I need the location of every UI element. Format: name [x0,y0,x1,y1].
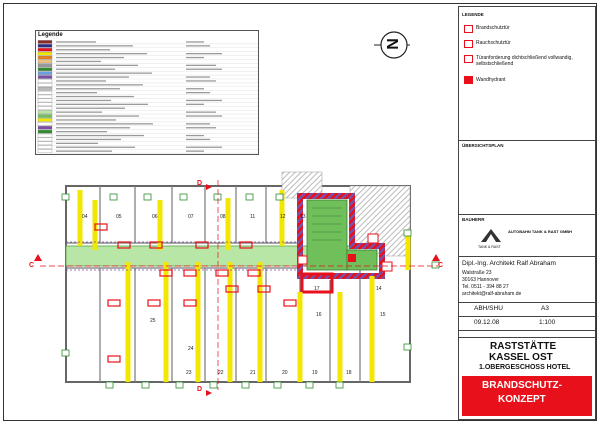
room-number: 21 [250,370,256,376]
legend-text-line [56,73,152,74]
door-requirement-icon [464,55,473,63]
divider [458,302,596,303]
room-number: 07 [188,214,194,220]
divider [458,256,596,257]
legend-text-line [186,69,222,70]
divider [458,330,596,331]
legend-text-line [56,112,102,113]
architect-email: architekt@ralf-abraham.de [462,291,522,297]
legend-text-line [56,61,101,62]
legend-swatch [38,68,52,71]
legend-text-line [56,41,96,42]
fire-door-symbol [298,256,307,264]
legend-swatch [38,111,52,114]
drawing-format: A3 [541,305,549,312]
legend-text-line [186,65,216,66]
room-number: 05 [116,214,122,220]
legend-swatch [38,134,52,137]
room-number: 18 [346,370,352,376]
legend-swatch [38,87,52,90]
legend-text-line [56,143,98,144]
room-number: 08 [220,214,226,220]
legend-swatch [38,44,52,47]
room-number: 25 [150,318,156,324]
drawing-scale: 1:100 [539,319,556,326]
legend-swatch [38,79,52,82]
divider [458,214,596,215]
legend-swatch [38,40,52,43]
smoke-door-symbol [382,262,392,271]
room-number: 04 [82,214,88,220]
architect-city: 30163 Hannover [462,277,499,283]
fire-door-icon [464,25,473,33]
divider [458,140,596,141]
legend-text-line [186,123,210,124]
drawing-index: ABH/SHU [474,305,503,312]
floor-plan [0,150,450,410]
legend-text-line [56,65,138,66]
room-number: 23 [186,370,192,376]
room-number: 17 [314,286,320,292]
legend-text-line [56,49,110,50]
legend-text-line [186,127,216,128]
legend-swatch [38,115,52,118]
legend-text-line [186,88,204,89]
architect-name: Dipl.-Ing. Architekt Ralf Abraham [462,260,556,267]
client-section-label: BAUHERR [462,217,485,222]
legend-swatch [38,146,52,149]
legend-swatch [38,56,52,59]
legend-text-line [56,92,97,93]
north-arrow-letter: N [384,38,402,50]
overview-title: ÜBERSICHTSPLAN [462,143,504,148]
divider [458,337,596,338]
section-arrow-d-bottom [206,390,212,396]
section-arrow-c-right [432,254,440,261]
section-label-d-top: D [197,180,203,187]
legend-swatch [38,138,52,141]
legend-swatch [38,126,52,129]
project-line-3: 1.OBERGESCHOSS HOTEL [479,364,571,371]
legend-text-line [56,84,143,85]
section-label-c-left: C [29,262,35,269]
legend-table-title: Legende [38,32,63,38]
legend-text-line [186,100,222,101]
legend-text-line [186,115,222,116]
project-line-2: KASSEL OST [489,352,553,363]
legend-swatch [38,64,52,67]
section-label-d-bottom: D [197,386,203,393]
legend-swatch [38,122,52,125]
legend-swatch [38,83,52,86]
legend-table-rows [36,40,258,154]
legend-swatch [38,107,52,110]
room-number: 16 [316,312,322,318]
section-arrow-c-left [34,254,42,261]
legend-text-line [186,92,210,93]
legend-swatch [38,60,52,63]
legend-text-line [56,119,116,120]
room-number: 22 [218,370,224,376]
legend-text-line [186,45,210,46]
legend-text-line [56,96,134,97]
legend-text-line [186,104,204,105]
stairwell [307,200,347,270]
legend-text-line [56,123,153,124]
divider [458,316,596,317]
legend-text-line [186,53,222,54]
legend-swatch [38,95,52,98]
legend-item-smoke-door: Rauchschutztür [476,40,511,46]
legend-text-line [56,108,125,109]
legend-text-line [186,41,204,42]
legend-swatch [38,76,52,79]
plan-title-box [462,376,592,416]
legend-text-line [186,139,210,140]
legend-item-fire-door: Brandschutztür [476,25,510,31]
room-number: 14 [376,286,382,292]
client-logo [480,228,502,244]
wall-hydrant-icon [464,76,473,84]
legend-swatch [38,118,52,121]
legend-swatch [38,91,52,94]
legend-panel-title: LEGENDE [462,12,484,17]
legend-text-line [56,57,124,58]
legend-text-line [56,104,148,105]
legend-text-line [56,139,121,140]
legend-swatch [38,72,52,75]
smoke-door-symbol [368,234,378,243]
legend-text-line [56,100,111,101]
legend-text-line [186,57,204,58]
legend-swatch [38,52,52,55]
room-number: 19 [312,370,318,376]
legend-text-line [186,112,216,113]
legend-text-line [186,135,204,136]
legend-swatch [38,48,52,51]
legend-swatch [38,142,52,145]
legend-item-door-requirement: Türanforderung dichtschließend vollwandig, selbstschließend [476,55,573,67]
legend-text-line [186,80,216,81]
client-company: AUTOBAHN TANK & RAST GMBH [508,229,573,234]
legend-text-line [56,69,115,70]
project-line-1: RASTSTÄTTE [490,341,557,352]
legend-text-line [56,115,139,116]
drawing-date: 09.12.08 [474,319,500,326]
room-number: 15 [380,312,386,318]
legend-item-wall-hydrant: Wandhydrant [476,77,506,83]
legend-text-line [56,147,135,148]
room-number: 12 [280,214,286,220]
wall-hydrant-marker [348,254,356,262]
room-number: 13 [300,214,306,220]
legend-text-line [56,76,129,77]
legend-swatch [38,130,52,133]
legend-text-line [56,53,147,54]
legend-text-line [56,127,130,128]
legend-text-line [186,147,222,148]
legend-text-line [186,76,210,77]
client-logo-text: TANK & RAST [478,245,501,249]
legend-text-line [56,45,133,46]
plan-title-line-2: KONZEPT [498,394,546,405]
legend-swatch [38,103,52,106]
plan-title-line-1: BRANDSCHUTZ- [482,380,562,391]
room-number: 06 [152,214,158,220]
north-arrow [370,28,410,62]
room-number: 11 [250,214,256,220]
legend-text-line [56,80,106,81]
architect-phone: Tel. 0511 - 394 88 27 [462,284,509,290]
room-number: 20 [282,370,288,376]
architect-street: Walstraße 23 [462,270,492,276]
legend-text-line [56,88,120,89]
legend-text-line [56,135,144,136]
legend-swatch [38,99,52,102]
section-label-c-right: C [438,262,444,269]
room-number: 24 [188,346,194,352]
legend-table [35,30,259,155]
smoke-door-icon [464,40,473,48]
legend-text-line [56,131,107,132]
